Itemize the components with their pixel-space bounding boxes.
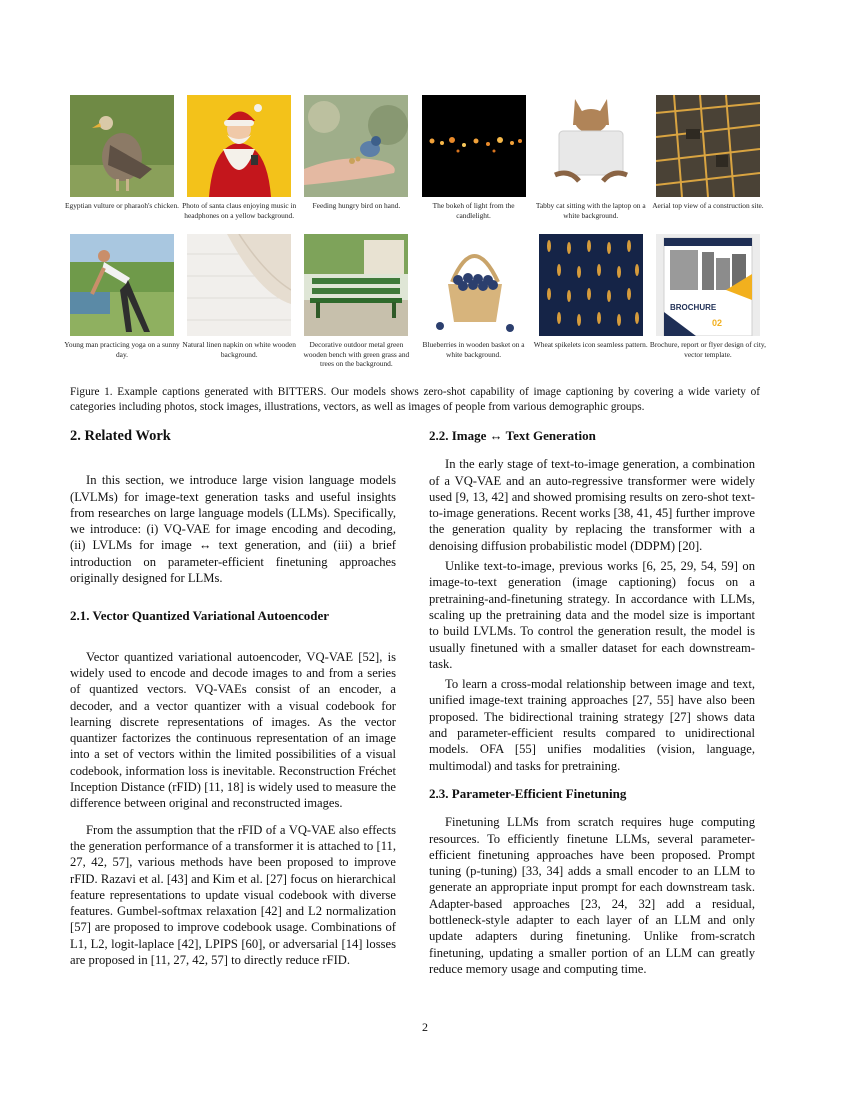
figure-caption-item: Natural linen napkin on white wooden background. bbox=[182, 340, 296, 359]
subsection-title-vqvae: 2.1. Vector Quantized Variational Autoencoder bbox=[70, 608, 330, 624]
intro-paragraph: In this section, we introduce large vision language models (LVLMs) for image-text generation tasks and useful insights from researches on large language models (LLMs). Specifically, we introduce: (i) VQ-VAE for image encoding and decoding, (ii) LVLMs for image ↔ text generation, and (iii) a brief introduction on parameter-efficient finetuning approaches originally designed for LLMs. bbox=[70, 473, 396, 586]
vulture-image bbox=[70, 95, 174, 197]
yoga-image bbox=[70, 234, 174, 336]
figure-row-2 bbox=[64, 234, 766, 369]
figure-caption-item: Young man practicing yoga on a sunny day. bbox=[64, 340, 180, 359]
subsection-title-peft: 2.3. Parameter-Efficient Finetuning bbox=[429, 785, 627, 801]
figure-cell bbox=[304, 234, 408, 369]
figure-cell bbox=[182, 234, 296, 369]
figure-caption-item: Egyptian vulture or pharaoh's chicken. bbox=[64, 201, 179, 210]
figure-cell bbox=[304, 95, 408, 220]
page-number: 2 bbox=[422, 1020, 428, 1034]
generation-paragraph-2: Unlike text-to-image, previous works [6, 25, 29, 54, 59] on image-to-text generation (image captioning) focus on a pretraining-and-finetuning strategy. In accordance with LLMs, scaling up the pretraining data and the model size is important to build LVLMs. To control the generation result, the model is usually finetuned with a smaller dataset for each downstream-task. bbox=[429, 559, 755, 671]
cat-laptop-image bbox=[539, 95, 643, 197]
brochure-title: BROCHURE bbox=[669, 303, 717, 312]
construction-site-image bbox=[656, 95, 760, 197]
figure-cell bbox=[64, 95, 179, 220]
wheat-pattern-image bbox=[539, 234, 643, 336]
left-column bbox=[70, 428, 396, 968]
figure-cell bbox=[649, 234, 766, 369]
bench-image bbox=[304, 234, 408, 336]
figure-caption-item: Decorative outdoor metal green wooden bench with green grass and trees on the background. bbox=[303, 340, 410, 369]
figure-cell bbox=[422, 234, 526, 369]
figure-caption-item: Brochure, report or flyer design of city, vector template. bbox=[649, 340, 766, 359]
section-title: 2. Related Work bbox=[70, 428, 171, 444]
figure-caption-item: Wheat spikelets icon seamless pattern. bbox=[533, 340, 648, 349]
brochure-number: 02 bbox=[711, 318, 722, 328]
figure-caption-item: Tabby cat sitting with the laptop on a white background. bbox=[535, 201, 646, 220]
brochure-image bbox=[656, 234, 760, 336]
figure-cell bbox=[652, 95, 764, 220]
figure-caption-item: Blueberries in wooden basket on a white background. bbox=[422, 340, 525, 359]
figure-cell bbox=[182, 95, 297, 220]
generation-paragraph-3: To learn a cross-modal relationship between image and text, unified image-text training approaches [27, 55] have also been proposed. The bidirectional training strategy [27] shows data and parameter-efficient results compared to unidirectional models. OFA [55] unifies modalities (vision, language, multimodal) and tasks for pretraining. bbox=[429, 677, 755, 773]
generation-paragraph-1: In the early stage of text-to-image generation, a combination of a VQ-VAE and an auto-regressive transformer were widely used [9, 13, 42] and showed promising results on zero-shot text-to-image generations. Recent works [38, 41, 45] further improve the generation quality by replacing the transformer with a denoising diffusion probabilistic model (DDPM) [20]. bbox=[429, 457, 755, 553]
linen-napkin-image bbox=[187, 234, 291, 336]
figure-cell bbox=[422, 95, 526, 220]
figure-cell bbox=[535, 95, 646, 220]
subsection-title-generation: 2.2. Image ↔ Text Generation bbox=[429, 428, 596, 443]
figure-caption-item: Aerial top view of a construction site. bbox=[652, 201, 764, 210]
figure-caption-item: Photo of santa claus enjoying music in headphones on a yellow background. bbox=[182, 201, 297, 220]
peft-paragraph: Finetuning LLMs from scratch requires huge computing resources. To efficiently finetune LLMs, several parameter-efficient finetuning approaches have been proposed. Prompt tuning (p-tuning) [33, 34] adds a small encoder to an LLM to generate an appropriate input prompt for each downstream task. Adapter-based approaches [23, 24, 32] add a residual, bottleneck-style adapter to each layer of an LLM and only update adapters during finetuning. Unlike from-scratch finetuning, updating a smaller portion of an LLM can greatly reduce memory usage and computing time. bbox=[429, 815, 755, 976]
vqvae-paragraph-2: From the assumption that the rFID of a VQ-VAE also effects the generation performance of a transformer it is attached to [11, 27, 42, 57], various methods have been proposed to improve rFID. Razavi et al. [43] and Kim et al. [27] focus on hierarchical feature representations to update visual codebook with diverse features. Gumbel-softmax relaxation [42] and L2 normalization [57] are proposed to improve codebook usage. Combinations of L1, L2, logit-laplace [42], LPIPS [60], or adversarial [14] losses are proposed in [11, 27, 42, 57] to directly reduce rFID. bbox=[70, 822, 396, 968]
right-column bbox=[429, 428, 755, 977]
santa-image bbox=[187, 95, 291, 197]
blueberries-basket-image bbox=[422, 234, 526, 336]
figure-cell bbox=[64, 234, 180, 369]
bokeh-image bbox=[422, 95, 526, 197]
figure-caption-item: The bokeh of light from the candlelight. bbox=[432, 201, 515, 220]
bird-on-hand-image bbox=[304, 95, 408, 197]
figure-caption: Figure 1. Example captions generated with BITTERS. Our models shows zero-shot capability of image captioning by covering a wide variety of categories including photos, stock images, illustrations, vectors, as well as images of people from various demographic groups. bbox=[70, 386, 760, 413]
figure-cell bbox=[533, 234, 648, 369]
figure-row-1 bbox=[64, 95, 764, 220]
figure-caption-item: Feeding hungry bird on hand. bbox=[312, 201, 401, 210]
vqvae-paragraph-1: Vector quantized variational autoencoder, VQ-VAE [52], is widely used to encode and decode images to and from a series of quantized vectors. VQ-VAEs consist of an encoder, a decoder, and a vector quantizer with a visual codebook for learning discrete representations of images. As the vector quantizer factorizes the continuous representation of an image into a set of vectors within the limited possibilities of a visual codebook, information loss is inevitable. Reconstruction Fréchet Inception Distance (rFID) [11, 18] is widely used to measure the difference between original and reconstructed images. bbox=[70, 649, 396, 811]
